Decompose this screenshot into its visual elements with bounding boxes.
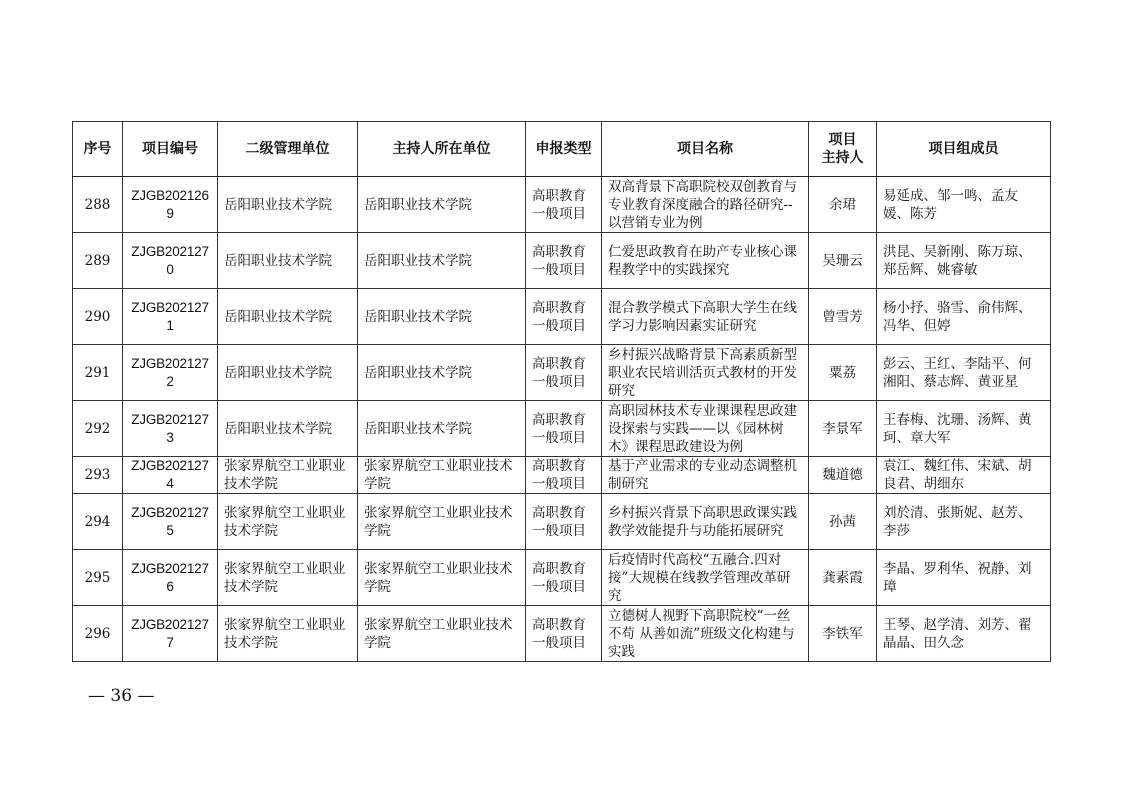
cell-name: 后疫情时代高校“五融合.四对接”大规模在线教学管理改革研究	[602, 550, 809, 606]
cell-members: 彭云、王红、李陆平、何湘阳、蔡志辉、黄亚星	[877, 345, 1051, 401]
cell-leader: 吴珊云	[809, 233, 877, 289]
cell-members: 洪昆、吴新刚、陈万琼、郑岳辉、姚睿敏	[877, 233, 1051, 289]
cell-unit: 岳阳职业技术学院	[218, 401, 358, 457]
table-row	[73, 401, 1051, 457]
cell-code: ZJGB2021272	[123, 345, 218, 401]
cell-unit: 岳阳职业技术学院	[218, 177, 358, 233]
cell-type: 高职教育一般项目	[526, 289, 602, 345]
cell-seq: 293	[73, 457, 123, 494]
header-seq: 序号	[73, 122, 123, 177]
table-row	[73, 494, 1051, 550]
cell-host-unit: 岳阳职业技术学院	[358, 233, 526, 289]
cell-code: ZJGB2021275	[123, 494, 218, 550]
cell-type: 高职教育一般项目	[526, 606, 602, 662]
cell-code: ZJGB2021269	[123, 177, 218, 233]
cell-unit: 岳阳职业技术学院	[218, 289, 358, 345]
cell-members: 易延成、邹一鸣、孟友媛、陈芳	[877, 177, 1051, 233]
cell-members: 王春梅、沈珊、汤辉、黄珂、章大军	[877, 401, 1051, 457]
cell-seq: 291	[73, 345, 123, 401]
header-unit: 二级管理单位	[218, 122, 358, 177]
cell-host-unit: 岳阳职业技术学院	[358, 401, 526, 457]
cell-leader: 李景军	[809, 401, 877, 457]
cell-members: 李晶、罗利华、祝静、刘璋	[877, 550, 1051, 606]
table-row	[73, 177, 1051, 233]
cell-unit: 张家界航空工业职业技术学院	[218, 606, 358, 662]
cell-leader: 孙茜	[809, 494, 877, 550]
cell-seq: 296	[73, 606, 123, 662]
cell-seq: 289	[73, 233, 123, 289]
cell-unit: 张家界航空工业职业技术学院	[218, 494, 358, 550]
header-leader-line1: 项目	[828, 132, 857, 148]
cell-code: ZJGB2021271	[123, 289, 218, 345]
cell-name: 仁爱思政教育在助产专业核心课程教学中的实践探究	[602, 233, 809, 289]
table-row	[73, 606, 1051, 662]
cell-name: 乡村振兴背景下高职思政课实践教学效能提升与功能拓展研究	[602, 494, 809, 550]
header-host-unit: 主持人所在单位	[358, 122, 526, 177]
table-row	[73, 550, 1051, 606]
cell-members: 王琴、赵学清、刘芳、翟晶晶、田久念	[877, 606, 1051, 662]
header-leader-line2: 主持人	[821, 150, 864, 166]
cell-unit: 张家界航空工业职业技术学院	[218, 457, 358, 494]
cell-type: 高职教育一般项目	[526, 457, 602, 494]
project-list-table	[72, 121, 1051, 662]
table-row	[73, 233, 1051, 289]
cell-seq: 294	[73, 494, 123, 550]
cell-seq: 292	[73, 401, 123, 457]
cell-name: 立德树人视野下高职院校“一丝不苟 从善如流”班级文化构建与实践	[602, 606, 809, 662]
cell-unit: 岳阳职业技术学院	[218, 345, 358, 401]
header-type: 申报类型	[526, 122, 602, 177]
cell-host-unit: 张家界航空工业职业技术学院	[358, 494, 526, 550]
cell-name: 乡村振兴战略背景下高素质新型职业农民培训活页式教材的开发研究	[602, 345, 809, 401]
table-row	[73, 457, 1051, 494]
cell-host-unit: 岳阳职业技术学院	[358, 177, 526, 233]
cell-type: 高职教育一般项目	[526, 233, 602, 289]
cell-host-unit: 张家界航空工业职业技术学院	[358, 550, 526, 606]
cell-code: ZJGB2021274	[123, 457, 218, 494]
cell-type: 高职教育一般项目	[526, 494, 602, 550]
header-members: 项目组成员	[877, 122, 1051, 177]
cell-leader: 余珺	[809, 177, 877, 233]
cell-code: ZJGB2021270	[123, 233, 218, 289]
cell-members: 刘於清、张斯妮、赵芳、李莎	[877, 494, 1051, 550]
cell-members: 袁江、魏红伟、宋斌、胡良君、胡细东	[877, 457, 1051, 494]
header-name: 项目名称	[602, 122, 809, 177]
header-leader	[809, 122, 877, 177]
cell-name: 混合教学模式下高职大学生在线学习力影响因素实证研究	[602, 289, 809, 345]
cell-type: 高职教育一般项目	[526, 345, 602, 401]
cell-code: ZJGB2021276	[123, 550, 218, 606]
header-code: 项目编号	[123, 122, 218, 177]
page-number: — 36 —	[88, 686, 155, 706]
cell-name: 高职园林技术专业课课程思政建设探索与实践——以《园林树木》课程思政建设为例	[602, 401, 809, 457]
cell-unit: 张家界航空工业职业技术学院	[218, 550, 358, 606]
cell-code: ZJGB2021277	[123, 606, 218, 662]
cell-type: 高职教育一般项目	[526, 177, 602, 233]
cell-host-unit: 岳阳职业技术学院	[358, 289, 526, 345]
cell-name: 基于产业需求的专业动态调整机制研究	[602, 457, 809, 494]
cell-host-unit: 张家界航空工业职业技术学院	[358, 457, 526, 494]
cell-code: ZJGB2021273	[123, 401, 218, 457]
cell-host-unit: 张家界航空工业职业技术学院	[358, 606, 526, 662]
cell-name: 双高背景下高职院校双创教育与专业教育深度融合的路径研究--以营销专业为例	[602, 177, 809, 233]
cell-leader: 粟荔	[809, 345, 877, 401]
cell-host-unit: 岳阳职业技术学院	[358, 345, 526, 401]
cell-leader: 李铁军	[809, 606, 877, 662]
cell-type: 高职教育一般项目	[526, 401, 602, 457]
cell-seq: 295	[73, 550, 123, 606]
cell-leader: 魏道德	[809, 457, 877, 494]
cell-leader: 龚素霞	[809, 550, 877, 606]
table-row	[73, 289, 1051, 345]
cell-members: 杨小抒、骆雪、俞伟辉、冯华、但婷	[877, 289, 1051, 345]
table-header-row	[73, 122, 1051, 177]
cell-leader: 曾雪芳	[809, 289, 877, 345]
cell-seq: 290	[73, 289, 123, 345]
cell-seq: 288	[73, 177, 123, 233]
table-row	[73, 345, 1051, 401]
cell-type: 高职教育一般项目	[526, 550, 602, 606]
cell-unit: 岳阳职业技术学院	[218, 233, 358, 289]
